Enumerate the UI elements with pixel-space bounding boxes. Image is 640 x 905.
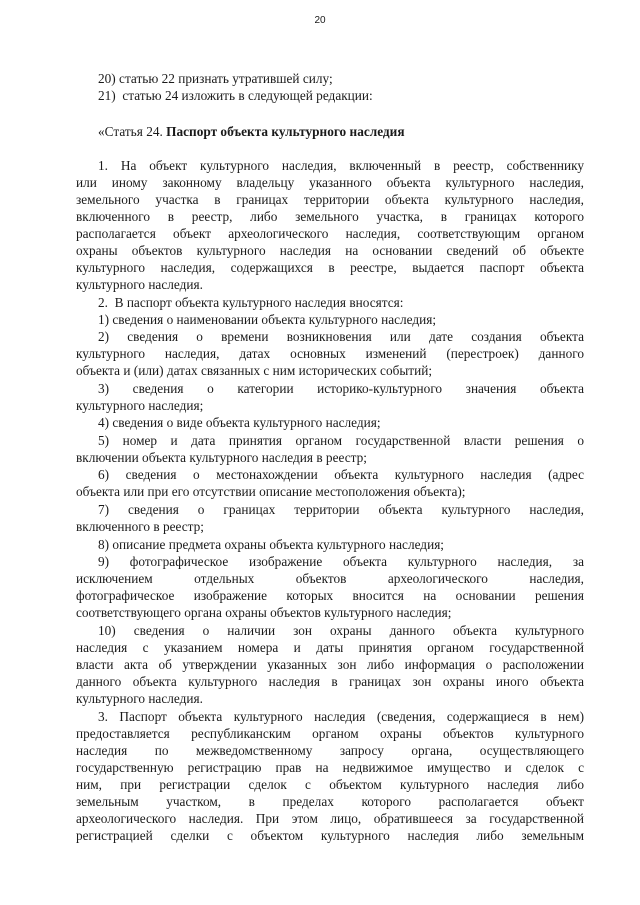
text-line: 7) сведения о границах территории объекта культурного наследия, [98,502,584,517]
text-line: 8) описание предмета охраны объекта культурного наследия; [98,537,445,552]
text-line: земельного участка в границах территории объекта культурного наследия, [76,192,584,207]
text-line: объекта или при его отсутствии описание местоположения объекта); [76,484,466,499]
text-line: культурного наследия, датах основных изменений (перестроек) данного [76,346,584,361]
text-line: культурного наследия. [76,277,203,292]
text-line: соответствующего органа охраны объектов культурного наследия; [76,605,452,620]
text-line: фотографическое изображение которых вносится на основании решения [76,588,584,603]
text-line: 3) сведения о категории историко-культурного значения объекта [98,381,584,396]
text-line: 1. На объект культурного наследия, включенный в реестр, собственнику [98,158,584,173]
text-line: исключением отдельных объектов археологического наследия, [76,571,584,586]
text-line: ним, при регистрации сделок с объектом культурного наследия либо [76,777,584,792]
text-line: 1) сведения о наименовании объекта культурного наследия; [98,312,437,327]
text-line: 3. Паспорт объекта культурного наследия (сведения, содержащиеся в нем) [98,709,584,724]
text-line: 4) сведения о виде объекта культурного наследия; [98,415,381,430]
text-line: охраны объектов культурного наследия на основании сведений об объекте [76,243,584,258]
text-line: 5) номер и дата принятия органом государственной власти решения о [98,433,584,448]
text-line: или иному законному владельцу указанного объекта культурного наследия, [76,175,584,190]
page-number: 20 [314,15,326,26]
text-line: наследия с указанием номера и даты принятия органом государственной [76,640,584,655]
text-line: данного объекта культурного наследия в границах зон охраны иного объекта [76,674,584,689]
list-item-21: 21) статью 24 изложить в следующей редакции: [98,88,373,103]
text-line: культурного наследия. [76,691,203,706]
text-line: располагается объект археологического наследия, соответствующим органом [76,226,584,241]
text-line: власти акта об утверждении указанных зон либо информация о расположении [76,657,584,672]
text-line: 6) сведения о местонахождении объекта культурного наследия (адрес [98,467,584,482]
text-line: включении объекта культурного наследия в реестр; [76,450,367,465]
article-title: Паспорт объекта культурного наследия [166,124,405,139]
text-line: земельным участком, в пределах которого располагается объект [76,794,584,809]
text-line: 2. В паспорт объекта культурного наследия вносятся: [98,295,404,310]
list-item-20: 20) статью 22 признать утратившей силу; [98,71,333,86]
text-line: культурного наследия; [76,398,204,413]
article-heading [98,123,405,140]
text-line: регистрацией сделки с объектом культурного наследия либо земельным [76,828,584,843]
text-line: объекта и (или) датах связанных с ним исторических событий; [76,363,433,378]
text-line: археологического наследия. При этом лицо, обратившееся за государственной [76,811,584,826]
text-line: государственную регистрацию прав на недвижимое имущество и сделок с [76,760,584,775]
text-line: 10) сведения о наличии зон охраны данного объекта культурного [98,623,584,638]
text-line: включенного в реестр, либо земельного участка, в границах которого [76,209,584,224]
text-line: включенного в реестр; [76,519,204,534]
article-number: «Статья 24. [98,124,163,139]
text-line: предоставляется республиканским органом охраны объектов культурного [76,726,584,741]
text-line: 9) фотографическое изображение объекта культурного наследия, за [98,554,584,569]
text-line: 2) сведения о времени возникновения или дате создания объекта [98,329,584,344]
text-line: культурного наследия, содержащихся в реестре, выдается паспорт объекта [76,260,584,275]
text-line: наследия по межведомственному запросу органа, осуществляющего [76,743,584,758]
